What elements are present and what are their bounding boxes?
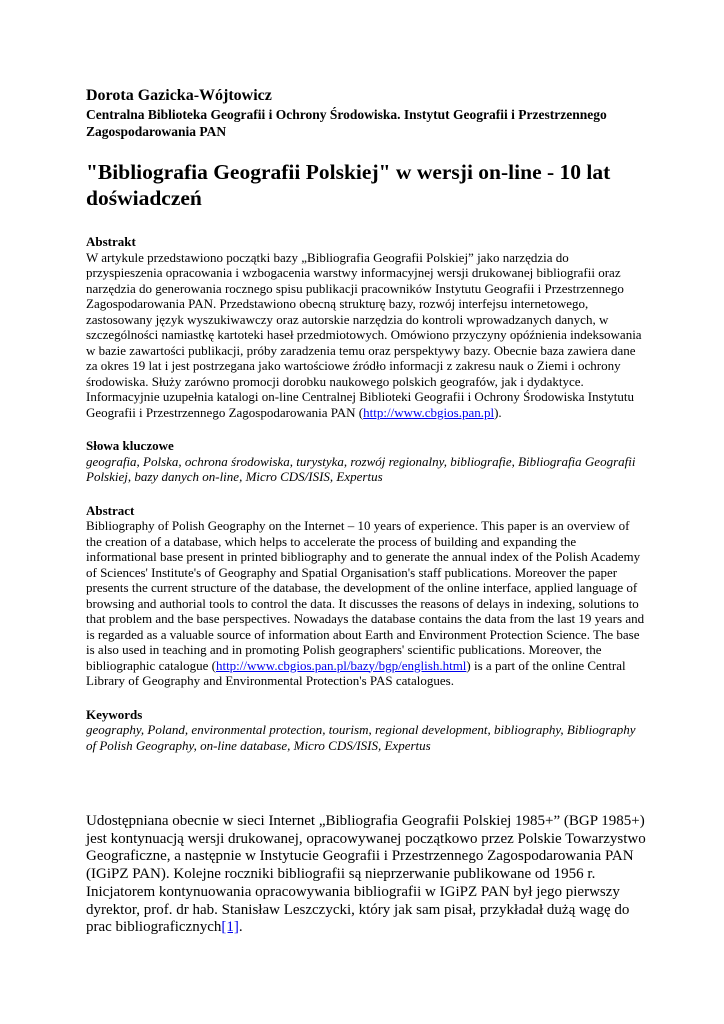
abstrakt-section (86, 234, 646, 420)
keywords-section (86, 707, 646, 754)
abstrakt-heading: Abstrakt (86, 234, 136, 249)
body-paragraph (86, 813, 646, 937)
author-name: Dorota Gazicka-Wójtowicz (86, 87, 272, 104)
body-paragraph-text: Udostępniana obecnie w sieci Internet „Bibliografia Geografii Polskiej 1985+” (BGP 1985+) jest kontynuacją wersji drukowanej, opracowywanej początkowo przez Polskie Towarzystwo Geograficzne, a następnie w Instytucie Geografii i Przestrzennego Zagospodarowania PAN (IGiPZ PAN). Kolejne roczniki bibliografii są nieprzerwanie publikowane od 1956 r. Inicjatorem kontynuowania opracowywania bibliografii w IGiPZ PAN był jego pierwszy dyrektor, prof. dr hab. Stanisław Leszczycki, który jak sam pisał, przykładał dużą wagę do prac bibliograficznych (86, 813, 646, 936)
paper-title: "Bibliografia Geografii Polskiej" w wersji on-line - 10 lat doświadczeń (86, 160, 611, 210)
abstrakt-text (86, 250, 646, 421)
english-catalogue-link[interactable]: http://www.cbgios.pan.pl/bazy/bgp/english.html (215, 657, 467, 673)
abstract-heading: Abstract (86, 502, 135, 518)
keywords-heading: Keywords (86, 706, 143, 722)
footnote-link[interactable]: [1] (221, 919, 239, 936)
body-paragraph-end: . (238, 919, 243, 936)
abstract-section (86, 503, 646, 689)
author-affiliation: Centralna Biblioteka Geografii i Ochrony Środowiska. Instytut Geografii i Przestrzennego Zagospodarowania PAN (86, 107, 607, 139)
slowa-kluczowe-section (86, 438, 646, 485)
abstract-end: ) is a part of the online Central Library of Geography and Environmental Protection's PAS catalogues. (86, 657, 626, 688)
slowa-kluczowe-heading: Słowa kluczowe (86, 438, 174, 453)
document-page (86, 86, 646, 937)
cbgios-link[interactable]: http://www.cbgios.pan.pl (363, 404, 495, 420)
keywords-text: geography, Poland, environmental protection, tourism, regional development, bibliography, Bibliography of Polish Geography, on-line database, Micro CDS/ISIS, Expertus (86, 722, 636, 753)
abstrakt-end: ). (494, 404, 502, 420)
slowa-kluczowe-text: geografia, Polska, ochrona środowiska, turystyka, rozwój regionalny, bibliografie, Bibliografia Geografii Polskiej, bazy danych on-line, Micro CDS/ISIS, Expertus (86, 453, 636, 484)
abstrakt-body: W artykule przedstawiono początki bazy „Bibliografia Geografii Polskiej” jako narzędzia do przyspieszenia opracowania i wzbogacenia warstwy informacyjnej wersji drukowanej bibliografii oraz narzędzia do generowania rocznego spisu publikacji pracowników Instytutu Geografii i Przestrzennego Zagospodarowania PAN. Przedstawiono obecną strukturę bazy, rozwój interfejsu internetowego, zastosowany język wyszukiwawczy oraz autorskie narzędzia do kontroli wprowadzanych danych, w szczególności namiastkę kartoteki haseł przedmiotowych. Omówiono przyczyny opóźnienia indeksowania w bazie zawartości publikacji, próby zaradzenia temu oraz perspektywy bazy. Obecnie baza zawiera dane za okres 19 lat i jest postrzegana jako wartościowe źródło informacji z zakresu nauk o Ziemi i ochrony środowiska. Służy zarówno promocji dorobku naukowego polskich geografów, jak i dydaktyce. Informacyjnie uzupełnia katalogi on-line Centralnej Biblioteki Geografii i Ochrony Środowiska Instytutu Geografii i Przestrzennego Zagospodarowania PAN ( (86, 249, 642, 420)
abstract-body: Bibliography of Polish Geography on the Internet – 10 years of experience. This paper is an overview of the creation of a database, which helps to accelerate the process of building and expanding the informational base present in printed bibliography and to generate the annual index of the Polish Academy of Sciences' Institute's of Geography and Spatial Organisation's staff publications. Moreover the paper presents the current structure of the database, the development of the online interface, applied language of browsing and authorial tools to control the data. It discusses the reasons of delays in indexing, solutions to that problem and the base perspectives. Nowadays the database contains the data from the last 19 years and is regarded as a valuable source of information about Earth and Environment Protection Science. The base is also used in teaching and in promoting Polish geographers' scientific publications. Moreover, the bibliographic catalogue ( (86, 518, 645, 673)
abstract-text (86, 518, 646, 689)
